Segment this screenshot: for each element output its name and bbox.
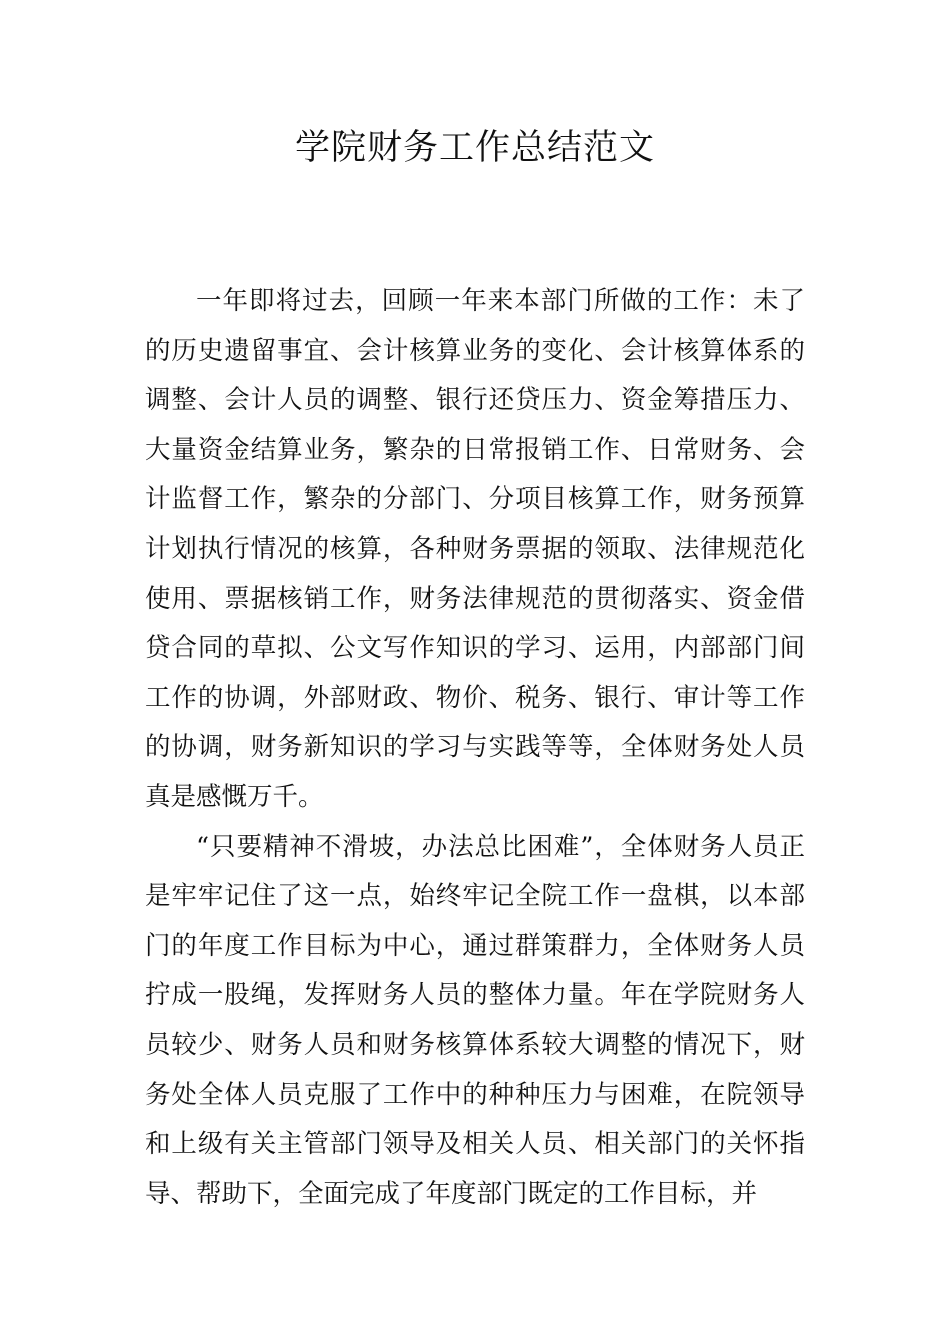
document-title: 学院财务工作总结范文 (294, 128, 655, 168)
paragraph-1: 一年即将过去，回顾一年来本部门所做的工作：未了的历史遗留事宜、会计核算业务的变化、会计核算体系的调整、会计人员的调整、银行还贷压力、资金筹措压力、大量资金结算业务，繁杂的日常报销工作、日常财务、会计监督工作，繁杂的分部门、分项目核算工作，财务预算计划执行情况的核算，各种财务票据的领取、法律规范化使用、票据核销工作，财务法律规范的贯彻落实、资金借贷合同的草拟、公文写作知识的学习、运用，内部部门间工作的协调，外部财政、物价、税务、银行、审计等工作的协调，财务新知识的学习与实践等等，全体财务处人员真是感慨万千。 (145, 286, 805, 812)
paragraph-2: “只要精神不滑坡，办法总比困难”，全体财务人员正是牢牢记住了这一点，始终牢记全院工作一盘棋，以本部门的年度工作目标为中心，通过群策群力，全体财务人员拧成一股绳，发挥财务人员的整体力量。年在学院财务人员较少、财务人员和财务核算体系较大调整的情况下，财务处全体人员克服了工作中的种种压力与困难，在院领导和上级有关主管部门领导及相关人员、相关部门的关怀指导、帮助下，全面完成了年度部门既定的工作目标，并 (145, 831, 805, 1209)
document-body (145, 277, 805, 1219)
